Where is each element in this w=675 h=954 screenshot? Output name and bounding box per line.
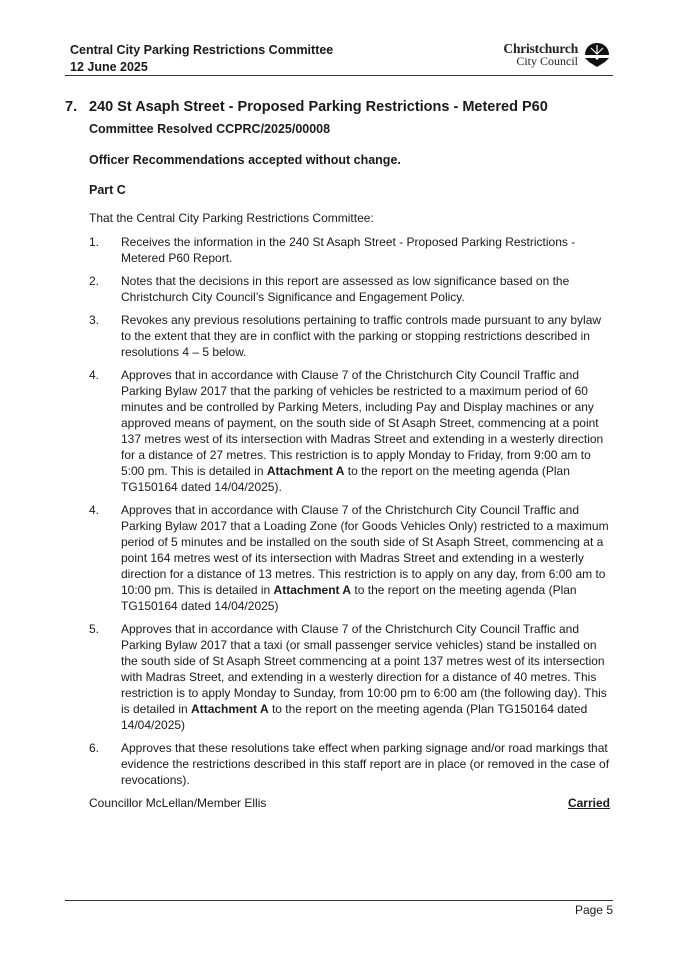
part-label: Part C [89, 183, 126, 197]
resolution-list [89, 234, 610, 788]
resolution-item: 4. Approves that in accordance with Clause 7 of the Christchurch City Council Traffic and Parking Bylaw 2017 that a Loading Zone (for Goods Vehicles Only) restricted to a maximum period of 5 minutes and be installed on the south side of St Asaph Street, commencing at a point 164 metres west of its intersection with Madras Street and extending in a westerly direction for a distance of 13 metres. This restriction is to apply on any day, from 6:00 am to 10:00 pm. This is detailed in Attachment A to the report on the meeting agenda (Plan TG150164 dated 14/04/2025) [89, 503, 609, 613]
page-header [70, 42, 605, 76]
cathedral-logo-icon [582, 42, 612, 68]
item-number: 7. [65, 99, 78, 115]
resolution-item: 1. Receives the information in the 240 St Asaph Street - Proposed Parking Restrictions - Metered P60 Report. [89, 235, 576, 265]
footer-divider [65, 900, 613, 901]
resolution-item: 2. Notes that the decisions in this report are assessed as low significance based on the Christchurch City Council’s Significance and Engagement Policy. [89, 274, 570, 304]
logo-line-2: City Council [516, 54, 578, 68]
item-heading [65, 97, 610, 117]
resolution-item: 3. Revokes any previous resolutions pertaining to traffic controls made pursuant to any bylaw to the extent that they are in conflict with the parking or stopping restrictions described in resolutions 4 – 5 below. [89, 313, 602, 359]
resolution-item: 4. Approves that in accordance with Clause 7 of the Christchurch City Council Traffic and Parking Bylaw 2017 that the parking of vehicles be restricted to a maximum period of 60 minutes and be controlled by Parking Meters, including Pay and Display machines or any approved means of payment, on the south side of St Asaph Street, commencing at a point 137 metres west of its intersection with Madras Street and extending in a westerly direction for a distance of 27 metres. This restriction is to apply Monday to Friday, from 9:00 am to 5:00 pm. This is detailed in Attachment A to the report on the meeting agenda (Plan TG150164 dated 14/04/2025). [89, 368, 604, 494]
minutes-body [65, 97, 610, 811]
resolution-intro: That the Central City Parking Restrictions Committee: [89, 211, 374, 225]
moved-by: Councillor McLellan/Member Ellis [89, 796, 267, 810]
item-title: 240 St Asaph Street - Proposed Parking Restrictions - Metered P60 [89, 99, 548, 115]
resolution-item: 5. Approves that in accordance with Clause 7 of the Christchurch City Council Traffic and Parking Bylaw 2017 that a taxi (or small passenger service vehicles) stand be installed on the south side of St Asaph Street commencing at a point 137 metres west of its intersection with Madras Street, and extending in a westerly direction for a distance of 40 metres. This restriction is to apply Monday to Sunday, from 10:00 pm to 6:00 am (the following day). This is detailed in Attachment A to the report on the meeting agenda (Plan TG150164 dated 14/04/2025) [89, 622, 607, 732]
attachment-reference: Attachment A [191, 702, 269, 716]
attachment-reference: Attachment A [273, 583, 352, 597]
header-divider [65, 75, 613, 76]
council-logo [492, 42, 612, 68]
page-number: Page 5 [574, 903, 613, 917]
resolution-reference: Committee Resolved CCPRC/2025/00008 [89, 122, 331, 136]
attachment-reference: Attachment A [266, 464, 345, 478]
motion-result: Carried [567, 796, 610, 810]
resolution-item: 6. Approves that these resolutions take effect when parking signage and/or road markings that evidence the restrictions described in this staff report are in place (or removed in the case of revocations). [89, 741, 610, 787]
logo-line-1: Christchurch [503, 41, 578, 56]
meeting-date: 12 June 2025 [70, 60, 148, 74]
motion-line [89, 795, 610, 811]
committee-name: Central City Parking Restrictions Committee [70, 43, 334, 57]
recommendations-note: Officer Recommendations accepted without change. [89, 153, 401, 167]
